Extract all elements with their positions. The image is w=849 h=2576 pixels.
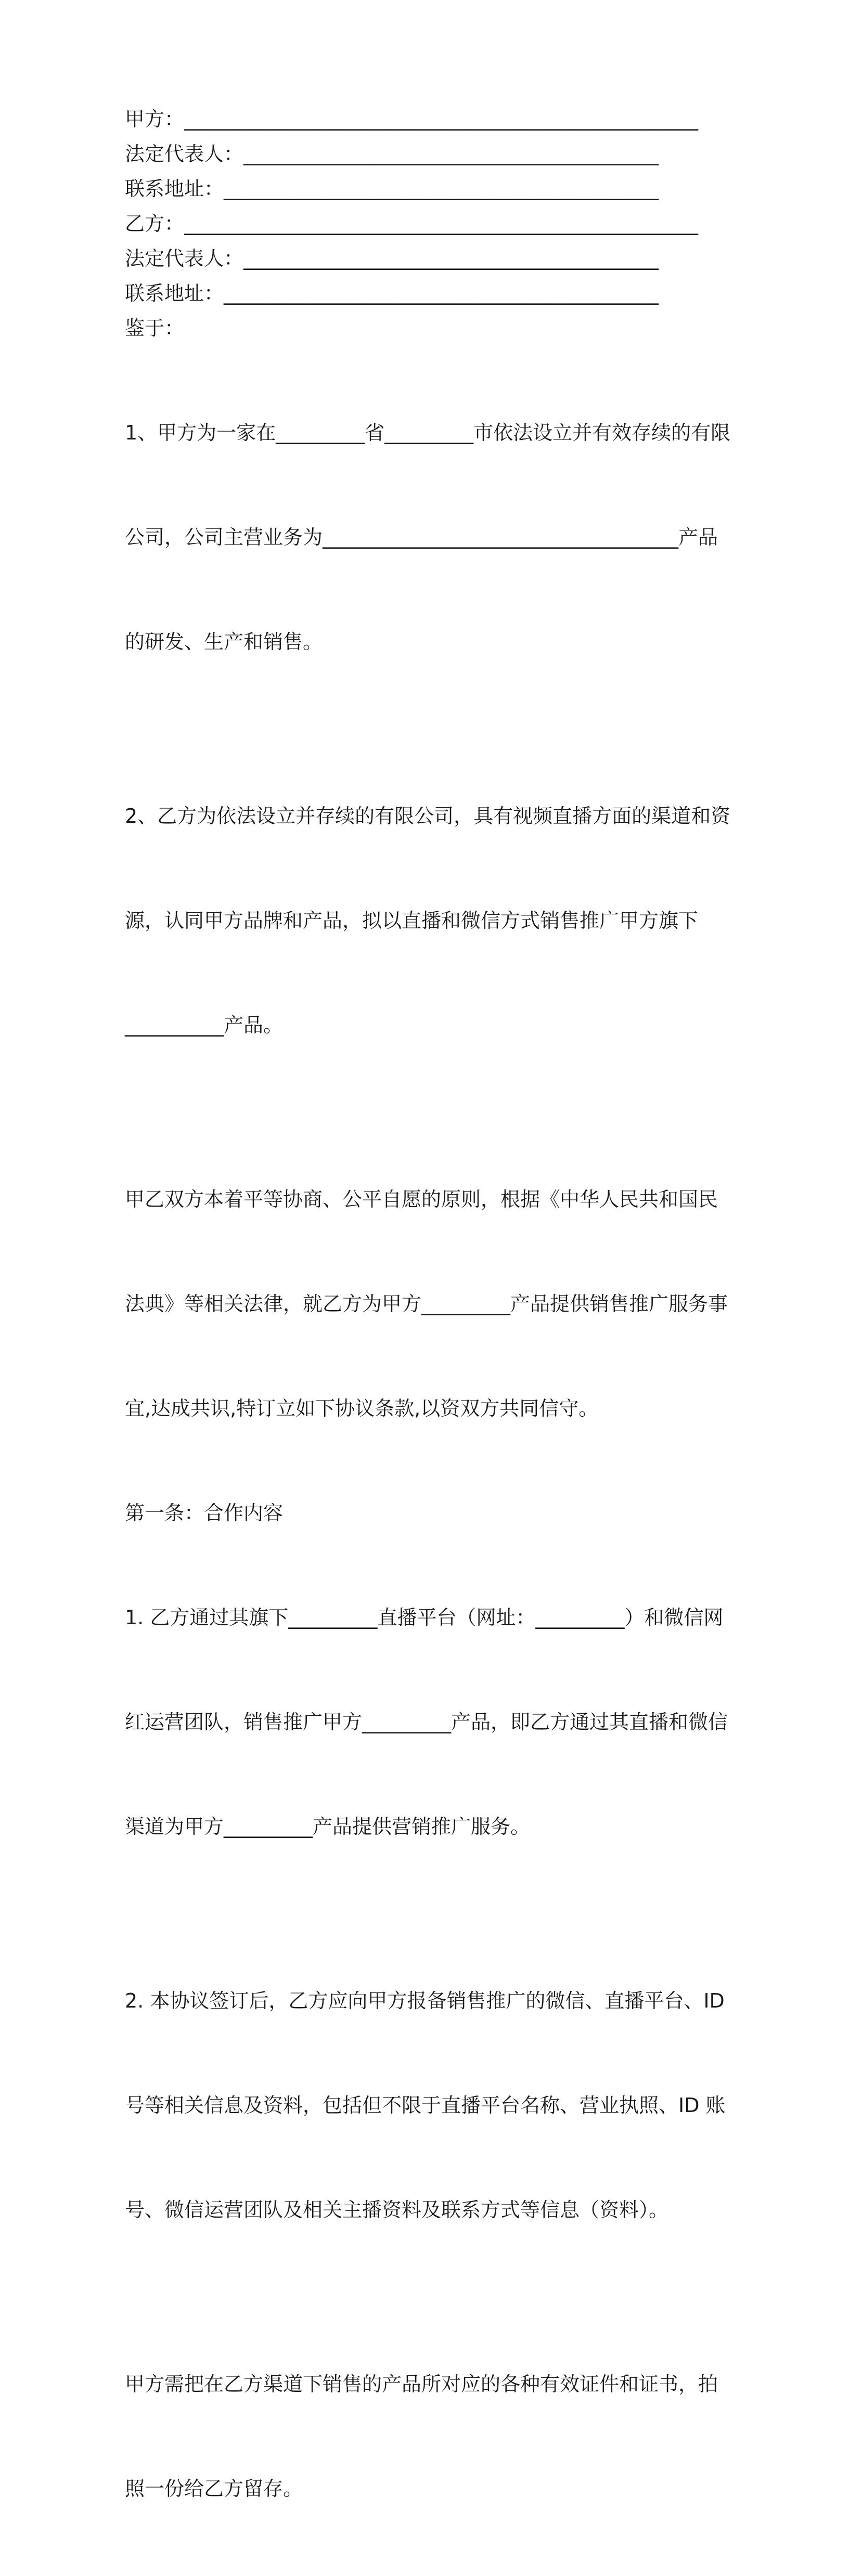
clause-2-line: 号、微信运营团队及相关主播资料及联系方式等信息（资料）。 — [125, 2198, 669, 2221]
clause-2-note-line: 照一份给乙方留存。 — [125, 2477, 303, 2500]
clause-2-note — [125, 2297, 734, 2576]
recital-1-line: 的研发、生产和销售。 — [125, 630, 323, 653]
party-a-address-field: 联系地址：____________________________________________ — [125, 177, 659, 200]
recital-1-line: 公司，公司主营业务为____________________________________产品 — [125, 526, 718, 549]
party-b-address-field: 联系地址：____________________________________________ — [125, 282, 659, 305]
recital-2-line: __________产品。 — [125, 1014, 284, 1037]
preamble — [125, 1112, 734, 1496]
recital-2-line: 源，认同甲方品牌和产品，拟以直播和微信方式销售推广甲方旗下 — [125, 909, 699, 932]
clause-1-line: 红运营团队，销售推广甲方_________产品，即乙方通过其直播和微信 — [125, 1711, 728, 1733]
recital-2 — [125, 729, 734, 1112]
clause-1-line: 1. 乙方通过其旗下_________直播平台（网址：_________）和微信网 — [125, 1606, 724, 1629]
document-content — [125, 102, 734, 2576]
party-b-field: 乙方：____________________________________________________ — [125, 212, 699, 235]
clause-2-line: 2. 本协议签订后，乙方应向甲方报备销售推广的微信、直播平台、ID — [125, 1989, 725, 2012]
recital-1 — [125, 346, 734, 729]
preamble-line: 甲乙双方本着平等协商、公平自愿的原则，根据《中华人民共和国民 — [125, 1188, 718, 1211]
article-1-heading: 第一条：合作内容 — [125, 1501, 284, 1524]
clause-1 — [125, 1531, 734, 1914]
party-a-field: 甲方：____________________________________________________ — [125, 108, 699, 131]
whereas-heading: 鉴于： — [125, 317, 185, 340]
clause-2 — [125, 1914, 734, 2297]
clause-2-line: 号等相关信息及资料，包括但不限于直播平台名称、营业执照、ID 账 — [125, 2094, 726, 2117]
party-b-legal-rep-field: 法定代表人：__________________________________________ — [125, 247, 659, 270]
party-a-legal-rep-field: 法定代表人：__________________________________________ — [125, 143, 659, 165]
clause-1-line: 渠道为甲方_________产品提供营销推广服务。 — [125, 1815, 531, 1838]
recital-2-line: 2、乙方为依法设立并存续的有限公司，具有视频直播方面的渠道和资 — [125, 805, 731, 827]
recital-1-line: 1、甲方为一家在_________省_________市依法设立并有效存续的有限 — [125, 421, 731, 444]
preamble-line: 宜,达成共识,特订立如下协议条款,以资双方共同信守。 — [125, 1397, 599, 1420]
preamble-line: 法典》等相关法律，就乙方为甲方_________产品提供销售推广服务事 — [125, 1292, 728, 1315]
clause-2-note-line: 甲方需把在乙方渠道下销售的产品所对应的各种有效证件和证书，拍 — [125, 2373, 718, 2396]
